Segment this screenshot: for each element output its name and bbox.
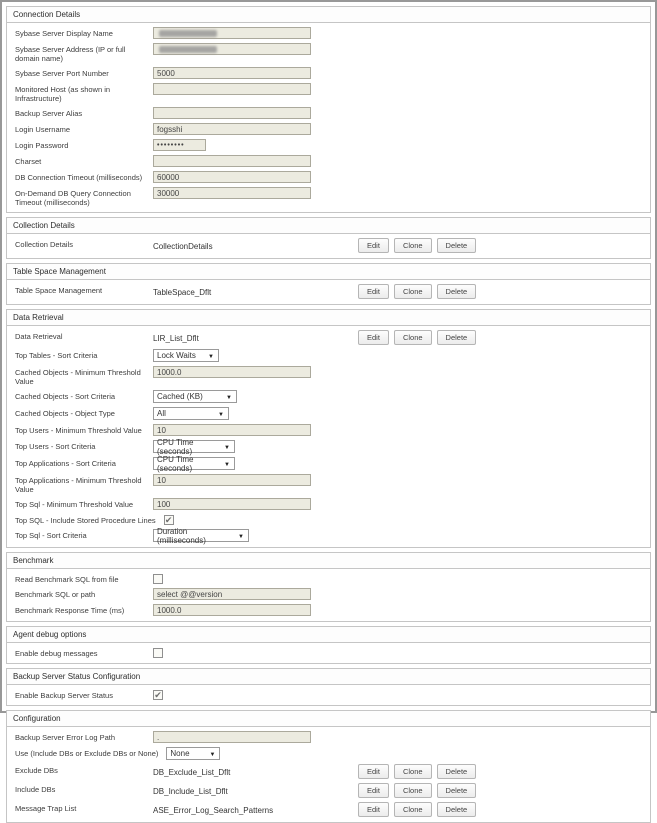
form-row — [7, 455, 650, 472]
edit-button[interactable]: Edit — [358, 238, 389, 253]
top-users-min-threshold-input[interactable] — [153, 424, 311, 436]
clone-button[interactable]: Clone — [394, 238, 432, 253]
backup-server-alias-input[interactable] — [153, 107, 311, 119]
field-label: DB Connection Timeout (milliseconds) — [15, 173, 143, 182]
field-label: Use (Include DBs or Exclude DBs or None) — [15, 749, 159, 758]
benchmark-response-time-input[interactable] — [153, 604, 311, 616]
clone-button[interactable]: Clone — [394, 802, 432, 817]
field-label: Backup Server Error Log Path — [15, 733, 116, 742]
section-title: Backup Server Status Configuration — [7, 669, 650, 685]
edit-button[interactable]: Edit — [358, 284, 389, 299]
sybase-display-name-input[interactable] — [153, 27, 311, 39]
include-dbs-value: DB_Include_List_Dflt — [153, 787, 228, 796]
field-label: Top Applications - Sort Criteria — [15, 459, 116, 468]
field-label: Enable Backup Server Status — [15, 691, 113, 700]
field-label: Message Trap List — [15, 804, 77, 813]
sybase-address-input[interactable] — [153, 43, 311, 55]
port-number-input[interactable] — [153, 67, 311, 79]
delete-button[interactable]: Delete — [437, 330, 477, 345]
field-label: Top Applications - Minimum Threshold Value — [15, 476, 142, 494]
top-tables-sort-criteria-select[interactable] — [153, 349, 219, 362]
delete-button[interactable]: Delete — [437, 764, 477, 779]
top-sql-min-threshold-input[interactable] — [153, 498, 311, 510]
benchmark-sql-path-input[interactable] — [153, 588, 311, 600]
top-users-sort-criteria-select[interactable] — [153, 437, 235, 456]
select-value: All — [157, 409, 166, 418]
select-value: CPU Time (seconds) — [157, 454, 194, 473]
form-row — [7, 745, 650, 762]
field-label: Enable debug messages — [15, 649, 98, 658]
field-label: Login Username — [15, 125, 71, 134]
field-label: Sybase Server Address (IP or full domain name) — [15, 45, 126, 63]
field-label: Cached Objects - Object Type — [15, 409, 115, 418]
edit-button[interactable]: Edit — [358, 802, 389, 817]
form-row — [7, 81, 650, 105]
field-label: Top Users - Sort Criteria — [15, 442, 96, 451]
form-row — [7, 347, 650, 364]
form-row — [7, 602, 650, 618]
form-row — [7, 762, 650, 781]
dropdown-arrow-icon — [224, 442, 230, 451]
form-row — [7, 729, 650, 745]
field-label: Benchmark Response Time (ms) — [15, 606, 125, 615]
clone-button[interactable]: Clone — [394, 284, 432, 299]
section-title: Data Retrieval — [7, 310, 650, 326]
charset-input[interactable] — [153, 155, 311, 167]
section-collection-details — [6, 217, 651, 259]
form-row — [7, 438, 650, 455]
table-space-management-value: TableSpace_Dflt — [153, 288, 212, 297]
form-row — [7, 422, 650, 438]
clone-button[interactable]: Clone — [394, 330, 432, 345]
form-row — [7, 236, 650, 255]
form-row — [7, 687, 650, 702]
section-backup-server-status — [6, 668, 651, 706]
form-row — [7, 472, 650, 496]
dropdown-arrow-icon — [226, 392, 232, 401]
login-password-input[interactable] — [153, 139, 206, 151]
cached-objects-min-threshold-input[interactable] — [153, 366, 311, 378]
cached-objects-sort-criteria-select[interactable] — [153, 390, 237, 403]
form-row — [7, 800, 650, 819]
redacted-value — [159, 30, 217, 37]
cached-objects-object-type-select[interactable] — [153, 407, 229, 420]
form-row — [7, 137, 650, 153]
read-benchmark-sql-checkbox[interactable] — [153, 574, 163, 584]
form-row — [7, 328, 650, 347]
form-row — [7, 282, 650, 301]
clone-button[interactable]: Clone — [394, 783, 432, 798]
form-row — [7, 185, 650, 209]
form-row — [7, 105, 650, 121]
select-value: CPU Time (seconds) — [157, 437, 194, 456]
edit-button[interactable]: Edit — [358, 783, 389, 798]
section-title: Configuration — [7, 711, 650, 727]
delete-button[interactable]: Delete — [437, 238, 477, 253]
form-row — [7, 496, 650, 512]
field-label: Top Sql - Minimum Threshold Value — [15, 500, 134, 509]
delete-button[interactable]: Delete — [437, 802, 477, 817]
section-title: Benchmark — [7, 553, 650, 569]
field-label: Top Sql - Sort Criteria — [15, 531, 87, 540]
form-row — [7, 169, 650, 185]
section-agent-debug-options — [6, 626, 651, 664]
section-title: Collection Details — [7, 218, 650, 234]
clone-button[interactable]: Clone — [394, 764, 432, 779]
field-label: Backup Server Alias — [15, 109, 83, 118]
dropdown-arrow-icon — [218, 409, 224, 418]
on-demand-query-timeout-input[interactable] — [153, 187, 311, 199]
section-benchmark — [6, 552, 651, 622]
edit-button[interactable]: Edit — [358, 330, 389, 345]
field-label: Sybase Server Port Number — [15, 69, 109, 78]
form-row — [7, 121, 650, 137]
field-label: Data Retrieval — [15, 332, 63, 341]
form-row — [7, 388, 650, 405]
select-value: Cached (KB) — [157, 392, 203, 401]
top-sql-sort-criteria-select[interactable] — [153, 526, 249, 545]
form-row — [7, 65, 650, 81]
top-applications-sort-criteria-select[interactable] — [153, 454, 235, 473]
db-connection-timeout-input[interactable] — [153, 171, 311, 183]
dropdown-arrow-icon — [208, 351, 214, 360]
top-applications-min-threshold-input[interactable] — [153, 474, 311, 486]
backup-error-log-path-input[interactable] — [153, 731, 311, 743]
dropdown-arrow-icon — [224, 459, 230, 468]
form-row — [7, 364, 650, 388]
field-label: Cached Objects - Minimum Threshold Value — [15, 368, 141, 386]
monitored-host-input[interactable] — [153, 83, 311, 95]
message-trap-list-value: ASE_Error_Log_Search_Patterns — [153, 806, 274, 815]
form-row — [7, 25, 650, 41]
delete-button[interactable]: Delete — [437, 783, 477, 798]
enable-debug-messages-checkbox[interactable] — [153, 648, 163, 658]
form-row — [7, 512, 650, 527]
dropdown-arrow-icon — [238, 531, 244, 540]
delete-button[interactable]: Delete — [437, 284, 477, 299]
form-row — [7, 153, 650, 169]
field-label: Login Password — [15, 141, 69, 150]
use-dbs-select[interactable] — [166, 747, 220, 760]
section-table-space-management — [6, 263, 651, 305]
field-label: On-Demand DB Query Connection Timeout (milliseconds) — [15, 189, 131, 207]
field-label: Exclude DBs — [15, 766, 58, 775]
form-row — [7, 586, 650, 602]
field-label: Benchmark SQL or path — [15, 590, 96, 599]
form-row — [7, 41, 650, 65]
form-row — [7, 405, 650, 422]
top-sql-include-stored-procedure-checkbox[interactable] — [164, 515, 174, 525]
data-retrieval-value: LIR_List_Dflt — [153, 334, 199, 343]
field-label: Cached Objects - Sort Criteria — [15, 392, 116, 401]
exclude-dbs-value: DB_Exclude_List_Dflt — [153, 768, 231, 777]
field-label: Collection Details — [15, 240, 73, 249]
login-username-input[interactable] — [153, 123, 311, 135]
redacted-value — [159, 46, 217, 53]
section-connection-details — [6, 6, 651, 213]
field-label: Include DBs — [15, 785, 56, 794]
dropdown-arrow-icon — [209, 749, 215, 758]
select-value: None — [170, 749, 190, 758]
field-label: Top Tables - Sort Criteria — [15, 351, 98, 360]
field-label: Top SQL - Include Stored Procedure Lines — [15, 516, 156, 525]
section-title: Connection Details — [7, 7, 650, 23]
section-configuration — [6, 710, 651, 823]
select-value: Lock Waits — [157, 351, 196, 360]
field-label: Charset — [15, 157, 42, 166]
collection-details-value: CollectionDetails — [153, 242, 213, 251]
form-row — [7, 571, 650, 586]
field-label: Read Benchmark SQL from file — [15, 575, 119, 584]
select-value: Duration (milliseconds) — [157, 526, 206, 545]
field-label: Sybase Server Display Name — [15, 29, 113, 38]
field-label: Monitored Host (as shown in Infrastructure) — [15, 85, 111, 103]
form-row — [7, 527, 650, 544]
form-row — [7, 645, 650, 660]
field-label: Table Space Management — [15, 286, 103, 295]
form-row — [7, 781, 650, 800]
section-title: Table Space Management — [7, 264, 650, 280]
section-data-retrieval — [6, 309, 651, 548]
field-label: Top Users - Minimum Threshold Value — [15, 426, 142, 435]
edit-button[interactable]: Edit — [358, 764, 389, 779]
section-title: Agent debug options — [7, 627, 650, 643]
enable-backup-server-status-checkbox[interactable] — [153, 690, 163, 700]
